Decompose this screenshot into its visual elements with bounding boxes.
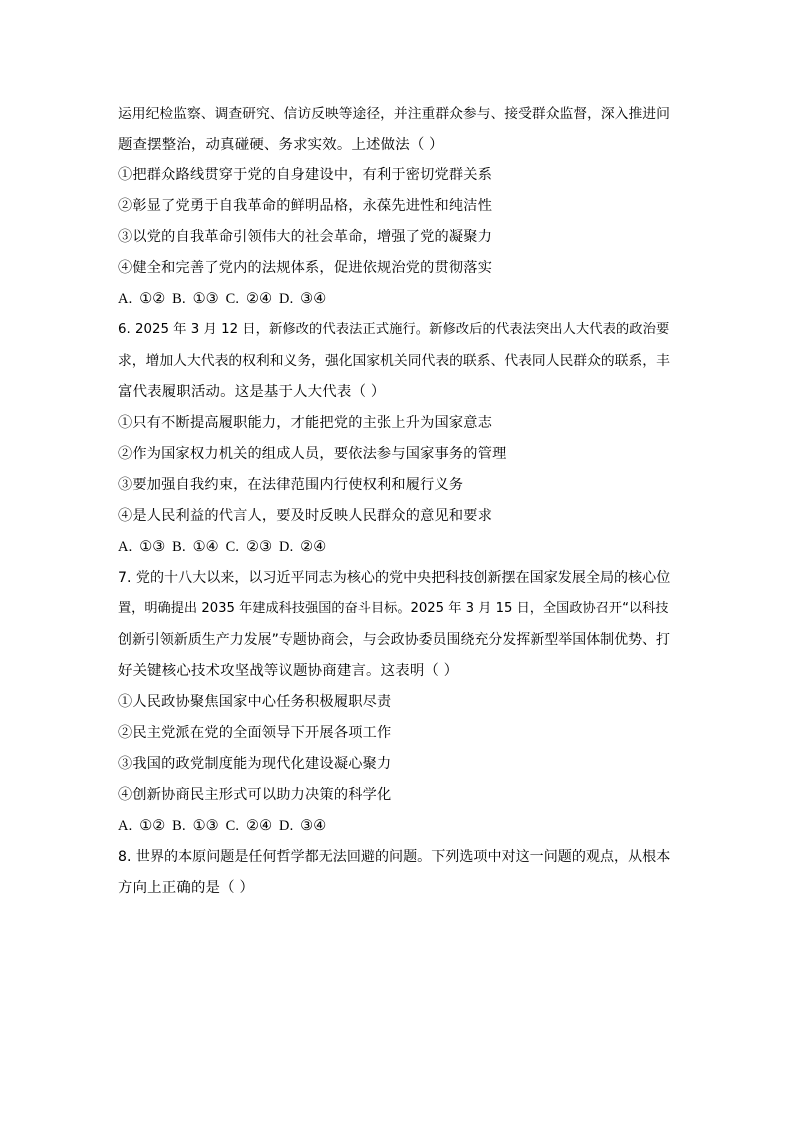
q6-stem-line-1: 6. 2025 年 3 月 12 日，新修改的代表法正式施行。新修改后的代表法突出人大代表的政治要 [118,322,670,337]
q6-option-1: ①只有不断提高履职能力，才能把党的主张上升为国家意志 [118,415,493,431]
q7-option-4: ④创新协商民主形式可以助力决策的科学化 [118,787,392,803]
q5-option-4: ④健全和完善了党内的法规体系，促进依规治党的贯彻落实 [118,260,493,276]
q7-option-1: ①人民政协聚焦国家中心任务积极履职尽责 [118,694,392,710]
q5-answer-choices: A. ①② B. ①③ C. ②④ D. ③④ [118,291,327,307]
q7-stem-line-3: 创新引领新质生产力发展”专题协商会，与会政协委员围绕充分发挥新型举国体制优势、打 [118,632,671,648]
q5-stem-line-1: 运用纪检监察、调查研究、信访反映等途径，并注重群众参与、接受群众监督，深入推进问 [118,106,670,122]
q7-option-3: ③我国的政党制度能为现代化建设凝心聚力 [118,756,392,772]
q7-stem-line-4: 好关键核心技术攻坚战等议题协商建言。这表明（ ） [118,663,459,679]
q5-stem-line-2: 题查摆整治，动真碰硬、务求实效。上述做法（ ） [118,137,444,153]
q6-stem-line-3: 富代表履职活动。这是基于人大代表（ ） [118,384,386,400]
q5-option-1: ①把群众路线贯穿于党的自身建设中，有利于密切党群关系 [118,167,493,183]
q6-option-4: ④是人民利益的代言人，要及时反映人民群众的意见和要求 [118,508,493,524]
q6-option-2: ②作为国家权力机关的组成人员，要依法参与国家事务的管理 [118,446,507,462]
q6-stem-line-2: 求，增加人大代表的权利和义务，强化国家机关同代表的联系、代表同人民群众的联系，丰 [118,353,670,369]
q8-stem-line-2: 方向上正确的是（ ） [118,880,255,896]
q7-stem-line-1: 7. 党的十八大以来，以习近平同志为核心的党中央把科技创新摆在国家发展全局的核心位 [118,570,671,586]
q7-stem-line-2: 置，明确提出 2035 年建成科技强国的奋斗目标。2025 年 3 月 15 日，全国政协召开“以科技 [118,601,669,616]
q5-option-2: ②彰显了党勇于自我革命的鲜明品格，永葆先进性和纯洁性 [118,198,493,214]
q6-option-3: ③要加强自我约束，在法律范围内行使权利和履行义务 [118,477,464,493]
q7-answer-choices: A. ①② B. ①③ C. ②④ D. ③④ [118,818,327,834]
q6-answer-choices: A. ①③ B. ①④ C. ②③ D. ②④ [118,539,327,555]
q5-option-3: ③以党的自我革命引领伟大的社会革命，增强了党的凝聚力 [118,229,493,245]
q7-option-2: ②民主党派在党的全面领导下开展各项工作 [118,725,392,741]
q8-stem-line-1: 8. 世界的本原问题是任何哲学都无法回避的问题。下列选项中对这一问题的观点，从根本 [118,849,671,865]
